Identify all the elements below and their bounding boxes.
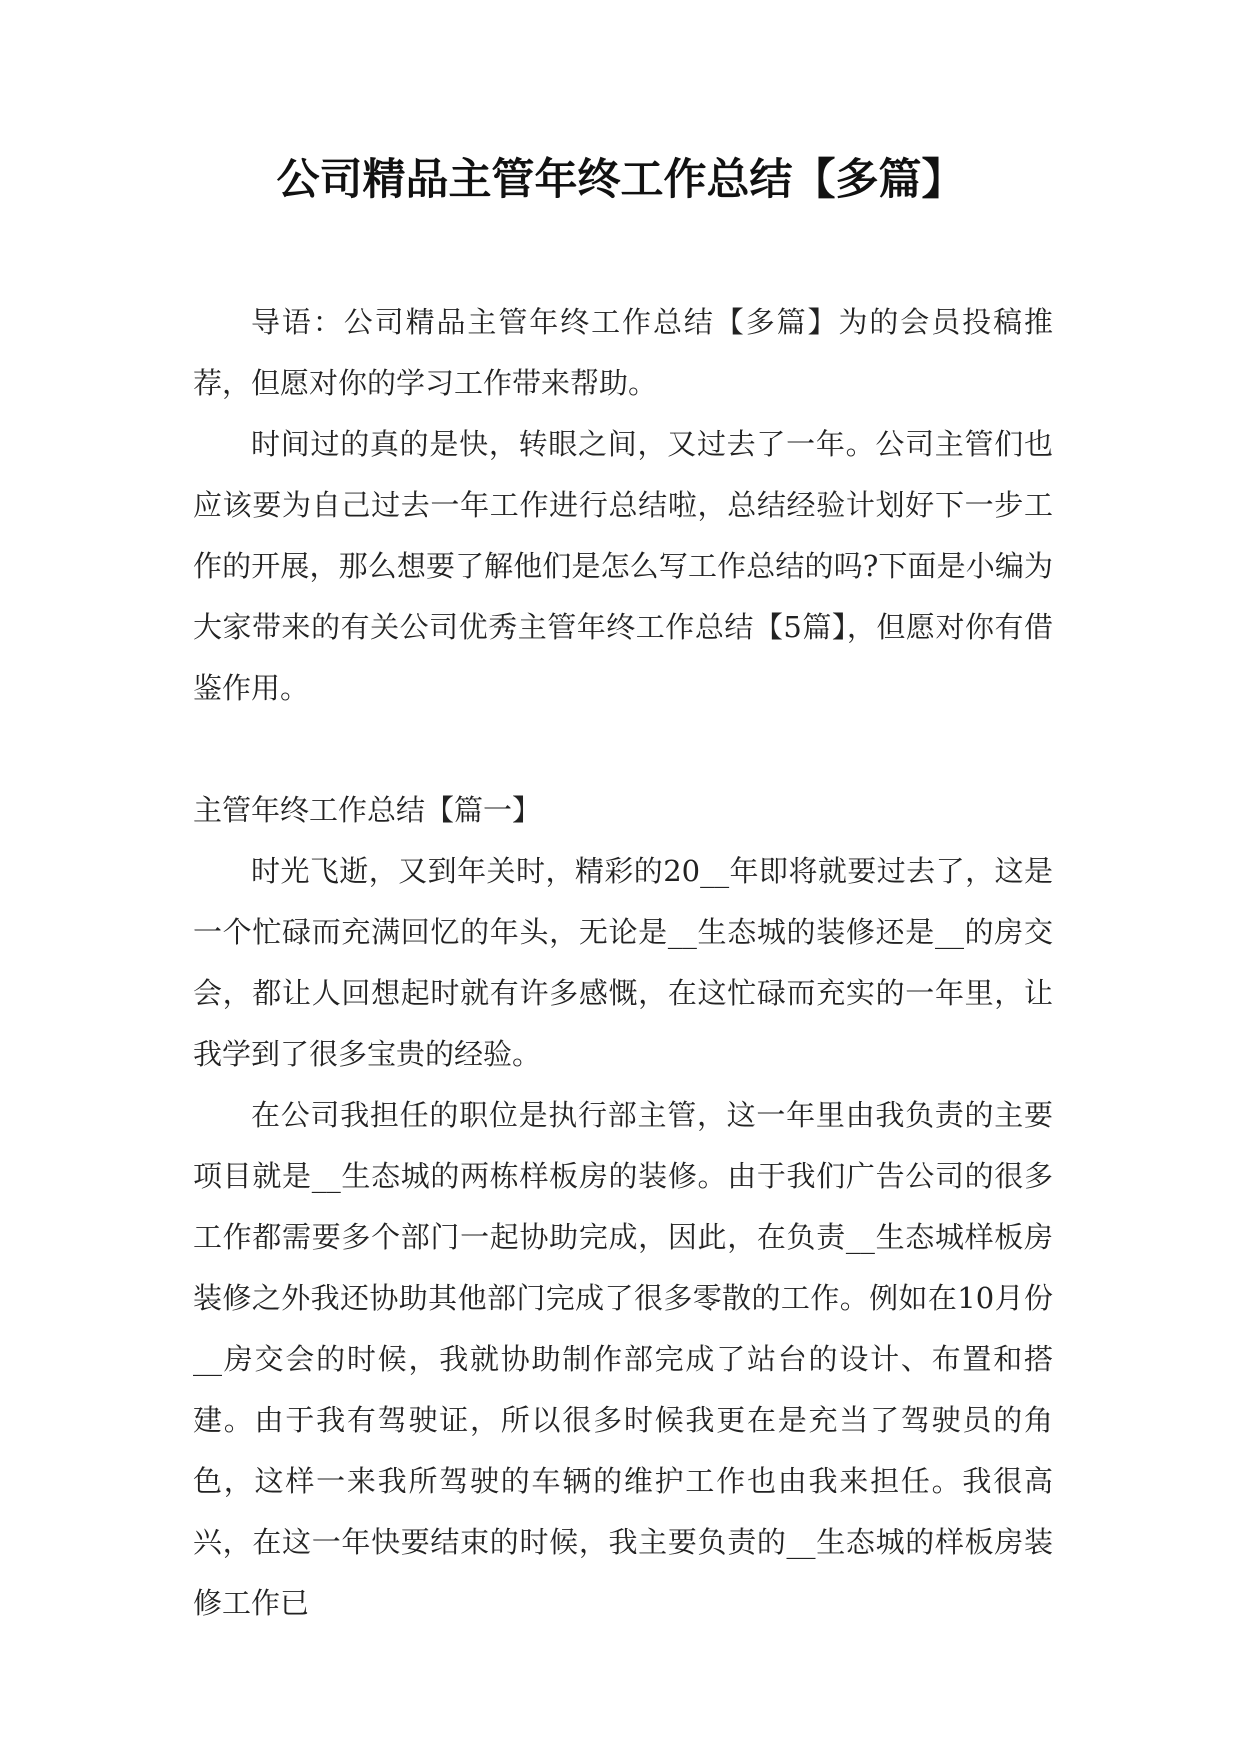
document-body — [193, 292, 1053, 1634]
document-title: 公司精品主管年终工作总结【多篇】 — [276, 155, 965, 205]
section-paragraph: 在公司我担任的职位是执行部主管，这一年里由我负责的主要项目就是__生态城的两栋样板房的装修。由于我们广告公司的很多工作都需要多个部门一起协助完成，因此，在负责__生态城样板房装修之外我还协助其他部门完成了很多零散的工作。例如在10月份__房交会的时候，我就协助制作部完成了站台的设计、布置和搭建。由于我有驾驶证，所以很多时候我更在是充当了驾驶员的角色，这样一来我所驾驶的车辆的维护工作也由我来担任。我很高兴，在这一年快要结束的时候，我主要负责的__生态城的样板房装修工作已 — [193, 1098, 1053, 1620]
section-heading: 主管年终工作总结【篇一】 — [193, 793, 542, 827]
intro-paragraph: 导语：公司精品主管年终工作总结【多篇】为的会员投稿推荐，但愿对你的学习工作带来帮助。 — [193, 305, 1053, 400]
intro-paragraph: 时间过的真的是快，转眼之间，又过去了一年。公司主管们也应该要为自己过去一年工作进行总结啦，总结经验计划好下一步工作的开展，那么想要了解他们是怎么写工作总结的吗?下面是小编为大家带来的有关公司优秀主管年终工作总结【5篇】，但愿对你有借鉴作用。 — [193, 427, 1053, 705]
section-paragraph: 时光飞逝，又到年关时，精彩的20__年即将就要过去了，这是一个忙碌而充满回忆的年头，无论是__生态城的装修还是__的房交会，都让人回想起时就有许多感慨，在这忙碌而充实的一年里，让我学到了很多宝贵的经验。 — [193, 854, 1053, 1071]
